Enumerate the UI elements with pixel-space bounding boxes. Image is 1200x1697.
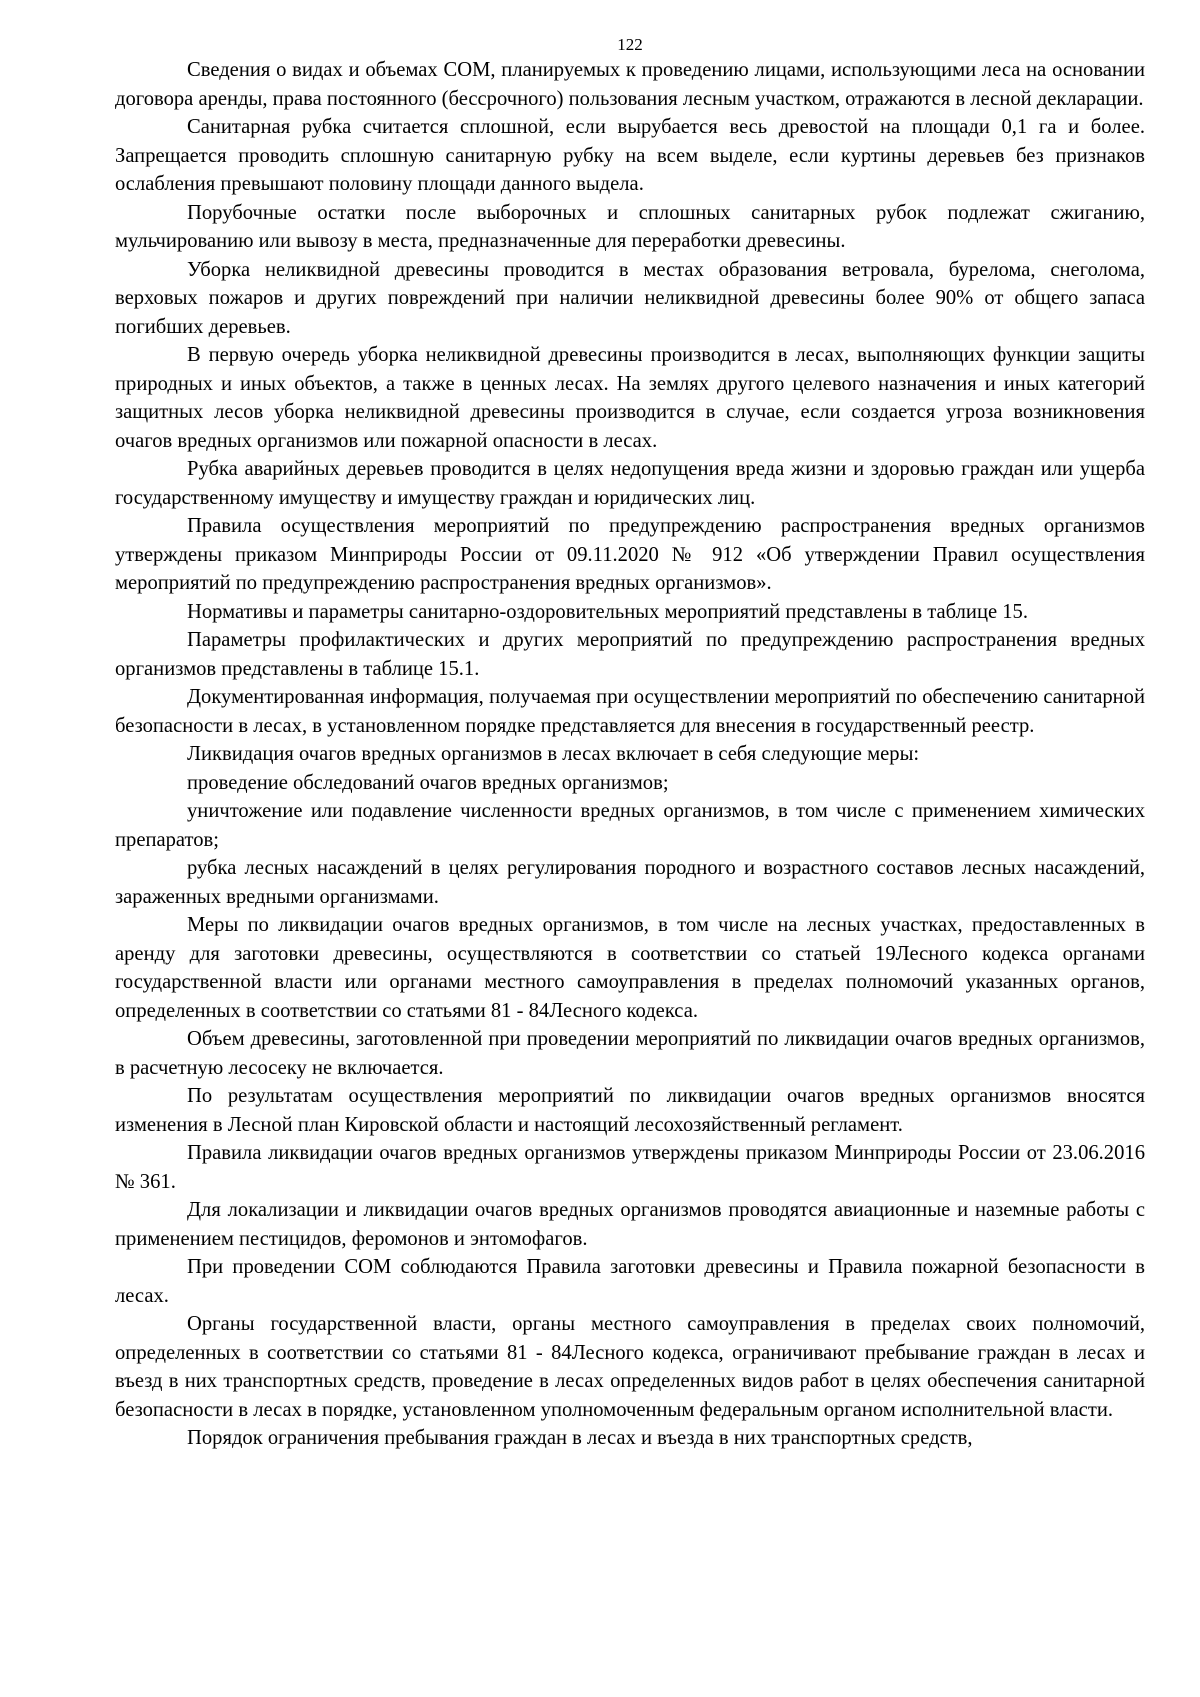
paragraph: Рубка аварийных деревьев проводится в целях недопущения вреда жизни и здоровью граждан или ущерба государственному имуществу и имуществу граждан и юридических лиц. <box>115 458 1145 509</box>
paragraph: Ликвидация очагов вредных организмов в лесах включает в себя следующие меры: <box>187 743 920 765</box>
paragraph: Сведения о видах и объемах СОМ, планируемых к проведению лицами, использующими леса на основании договора аренды, права постоянного (бессрочного) пользования лесным участком, отражаются в лесной декларации. <box>115 59 1145 110</box>
paragraph: Для локализации и ликвидации очагов вредных организмов проводятся авиационные и наземные работы с применением пестицидов, феромонов и энтомофагов. <box>115 1199 1145 1250</box>
paragraph: Меры по ликвидации очагов вредных организмов, в том числе на лесных участках, предоставленных в аренду для заготовки древесины, осуществляются в соответствии со статьей 19Лесного кодекса органами государственной власти или органами местного самоуправления в пределах полномочий указанных органов, определенных в соответствии со статьями 81 - 84Лесного кодекса. <box>115 914 1145 1022</box>
paragraph: Органы государственной власти, органы местного самоуправления в пределах своих полномочий, определенных в соответствии со статьями 81 - 84Лесного кодекса, ограничивают пребывание граждан в лесах и въезд в них транспортных средств, проведение в лесах определенных видов работ в целях обеспечения санитарной безопасности в лесах в порядке, установленном уполномоченным федеральным органом исполнительной власти. <box>115 1313 1145 1421</box>
paragraph: Правила ликвидации очагов вредных организмов утверждены приказом Минприроды России от 23.06.2016 № 361. <box>115 1142 1145 1193</box>
paragraph: Правила осуществления мероприятий по предупреждению распространения вредных организмов утверждены приказом Минприроды России от 09.11.2020 № 912 «Об утверждении Правил осуществления мероприятий по предупреждению распространения вредных организмов». <box>115 515 1145 594</box>
paragraph: Уборка неликвидной древесины проводится в местах образования ветровала, бурелома, снеголома, верховых пожаров и других повреждений при наличии неликвидной древесины более 90% от общего запаса погибших деревьев. <box>115 258 1145 338</box>
paragraph: Нормативы и параметры санитарно-оздоровительных мероприятий представлены в таблице 15. <box>187 600 1028 623</box>
paragraph: Документированная информация, получаемая при осуществлении мероприятий по обеспечению санитарной безопасности в лесах, в установленном порядке представляется для внесения в государственный реестр. <box>115 686 1145 737</box>
paragraph: Параметры профилактических и других мероприятий по предупреждению распространения вредных организмов представлены в таблице 15.1. <box>115 629 1145 680</box>
document-page <box>115 34 1145 1453</box>
list-item: рубка лесных насаждений в целях регулирования породного и возрастного составов лесных насаждений, зараженных вредными организмами. <box>115 857 1145 908</box>
paragraph: Объем древесины, заготовленной при проведении мероприятий по ликвидации очагов вредных организмов, в расчетную лесосеку не включается. <box>115 1028 1145 1079</box>
paragraph: При проведении СОМ соблюдаются Правила заготовки древесины и Правила пожарной безопасности в лесах. <box>115 1256 1145 1307</box>
list-item: проведение обследований очагов вредных организмов; <box>187 771 669 794</box>
page-number: 122 <box>617 35 643 54</box>
paragraph: Порядок ограничения пребывания граждан в лесах и въезда в них транспортных средств, <box>187 1427 973 1449</box>
paragraph: Санитарная рубка считается сплошной, если вырубается весь древостой на площади 0,1 га и более. Запрещается проводить сплошную санитарную рубку на всем выделе, если куртины деревьев без признаков ослабления превышают половину площади данного выдела. <box>115 116 1145 195</box>
paragraph: По результатам осуществления мероприятий по ликвидации очагов вредных организмов вносятся изменения в Лесной план Кировской области и настоящий лесохозяйственный регламент. <box>115 1085 1145 1136</box>
paragraph: Порубочные остатки после выборочных и сплошных санитарных рубок подлежат сжиганию, мульчированию или вывозу в места, предназначенные для переработки древесины. <box>115 201 1145 252</box>
list-item: уничтожение или подавление численности вредных организмов, в том числе с применением химических препаратов; <box>115 800 1145 851</box>
paragraph: В первую очередь уборка неликвидной древесины производится в лесах, выполняющих функции защиты природных и иных объектов, а также в ценных лесах. На землях другого целевого назначения и иных категорий защитных лесов уборка неликвидной древесины производится в случае, если создается угроза возникновения очагов вредных организмов или пожарной опасности в лесах. <box>115 344 1145 452</box>
